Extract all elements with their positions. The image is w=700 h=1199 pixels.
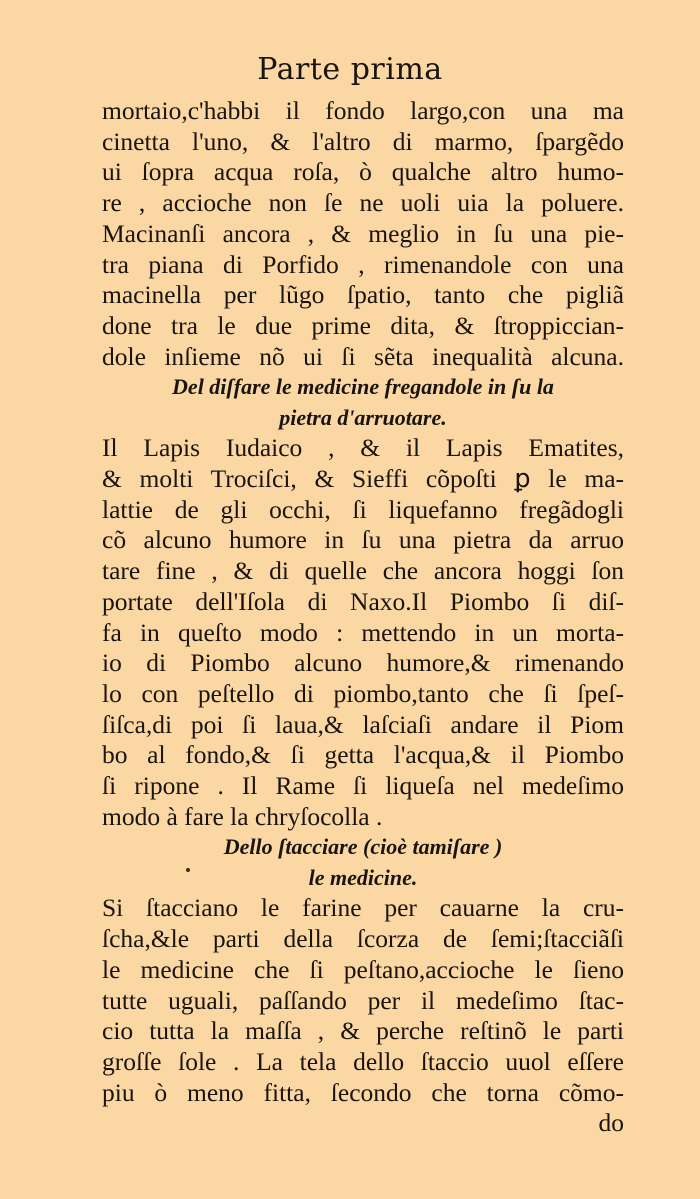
section-heading: Dello ſtacciare (cioè tamiſare ) <box>223 834 503 860</box>
text-block <box>102 96 624 1139</box>
text-line: macinella per lũgo ſpatio, tanto che pigliã <box>102 280 624 310</box>
ink-mark <box>186 868 190 872</box>
text-line: dole inſieme nõ ui ſi sẽta inequalità alcuna. <box>102 341 624 371</box>
text-line: cõ alcuno humore in ſu una pietra da arruo <box>102 525 624 555</box>
text-line: le medicine che ſi peſtano,accioche le ſieno <box>102 954 624 984</box>
text-line: tutte uguali, paſſando per il medeſimo ſtac- <box>102 985 624 1015</box>
text-line: piu ò meno fitta, ſecondo che torna cõmo- <box>102 1077 624 1107</box>
text-line: portate dell'Iſola di Naxo.Il Piombo ſi diſ- <box>102 586 624 616</box>
section-heading: Del diſfare le medicine fregandole in ſu la <box>172 374 554 400</box>
text-line: & molti Trociſci, & Sieffi cõpoſti ꝑ le ma- <box>102 464 624 494</box>
text-line: cio tutta la maſſa , & perche reſtinõ le parti <box>102 1016 624 1046</box>
text-line: done tra le due prime dita, & ſtroppiccian- <box>102 310 624 340</box>
text-line: re , accioche non ſe ne uoli uia la poluere. <box>102 188 624 218</box>
text-line: io di Piombo alcuno humore,& rimenando <box>102 648 624 678</box>
text-line: fa in queſto modo : mettendo in un morta- <box>102 617 624 647</box>
text-line: groſſe ſole . La tela dello ſtaccio uuol eſſere <box>102 1046 624 1076</box>
section-heading: pietra d'arruotare. <box>279 404 447 430</box>
text-line: cinetta l'uno, & l'altro di marmo, ſpargẽdo <box>102 126 624 156</box>
text-line: modo à fare la chryſocolla . <box>102 801 383 831</box>
text-line: Macinanſi ancora , & meglio in ſu una pie- <box>102 218 624 248</box>
text-line: Si ſtacciano le farine per cauarne la cru- <box>102 893 624 923</box>
text-line: lattie de gli occhi, ſi liquefanno fregãdogli <box>102 494 624 524</box>
text-line: ſiſca,di poi ſi laua,& laſciaſi andare il Piom <box>102 709 624 739</box>
section-heading: le medicine. <box>308 864 418 890</box>
running-header: Parte prima <box>257 52 443 87</box>
text-line: Il Lapis Iudaico , & il Lapis Ematites, <box>102 433 624 463</box>
text-line: ui ſopra acqua roſa, ò qualche altro humo- <box>102 157 624 187</box>
text-line: tare fine , & di quelle che ancora hoggi ſon <box>102 556 624 586</box>
text-line: bo al fondo,& ſi getta l'acqua,& il Piombo <box>102 740 624 770</box>
text-line: ſcha,&le parti della ſcorza de ſemi;ſtacciãſi <box>102 924 624 954</box>
catchword: do <box>598 1108 624 1138</box>
text-line: tra piana di Porfido , rimenandole con una <box>102 249 624 279</box>
text-line: lo con peſtello di piombo,tanto che ſi ſpeſ- <box>102 678 624 708</box>
text-line: mortaio,c'habbi il fondo largo,con una ma <box>102 96 624 125</box>
text-line: ſi ripone . Il Rame ſi liqueſa nel medeſimo <box>102 771 624 801</box>
